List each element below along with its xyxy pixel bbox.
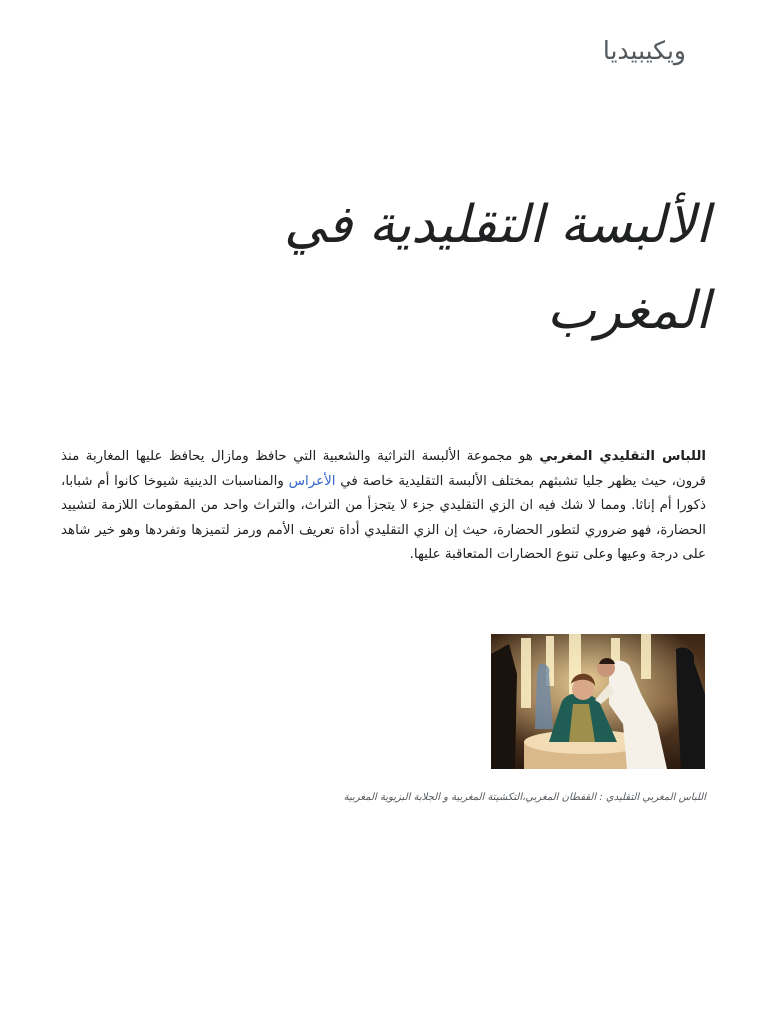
image-caption: اللباس المغربي التقليدي : القفطان المغربي،التكشيتة المغربية و الجلابة البزيوية المغربية: [343, 792, 706, 803]
traditional-wedding-photo: [491, 634, 705, 769]
lead-paragraph: [61, 445, 706, 568]
article-image[interactable]: [491, 634, 705, 769]
wikipedia-logo[interactable]: ويكيبيديا: [602, 36, 686, 65]
lead-text-part-2: والمناسبات الدينية شيوخا كانوا أم شبابا، ذكورا أم إناثا. ومما لا شك فيه ان الزي التقليدي جزء لا يتجزأ من التراث، والتراث واحد من المقومات اللازمة لتشييد الحضارة، فهو ضروري لتطور الحضارة، حيث إن الزي التقليدي أداة تعريف الأمم ورمز لتميزها وتفردها وهو خير شاهد على درجة وعيها وعلى تنوع الحضارات المتعاقبة عليها.: [61, 473, 706, 562]
lead-bold-term: اللباس التقليدي المغربي: [539, 449, 706, 464]
lead-text-part-1: هو مجموعة الألبسة التراثية والشعبية التي حافظ ومازال يحافظ عليها المغاربة منذ قرون، حيث يظهر جليا تشبثهم بمختلف الألبسة التقليدية خاصة في: [61, 449, 706, 489]
page-title: الألبسة التقليدية في المغرب: [283, 195, 710, 341]
weddings-link[interactable]: الأعراس: [288, 473, 336, 489]
